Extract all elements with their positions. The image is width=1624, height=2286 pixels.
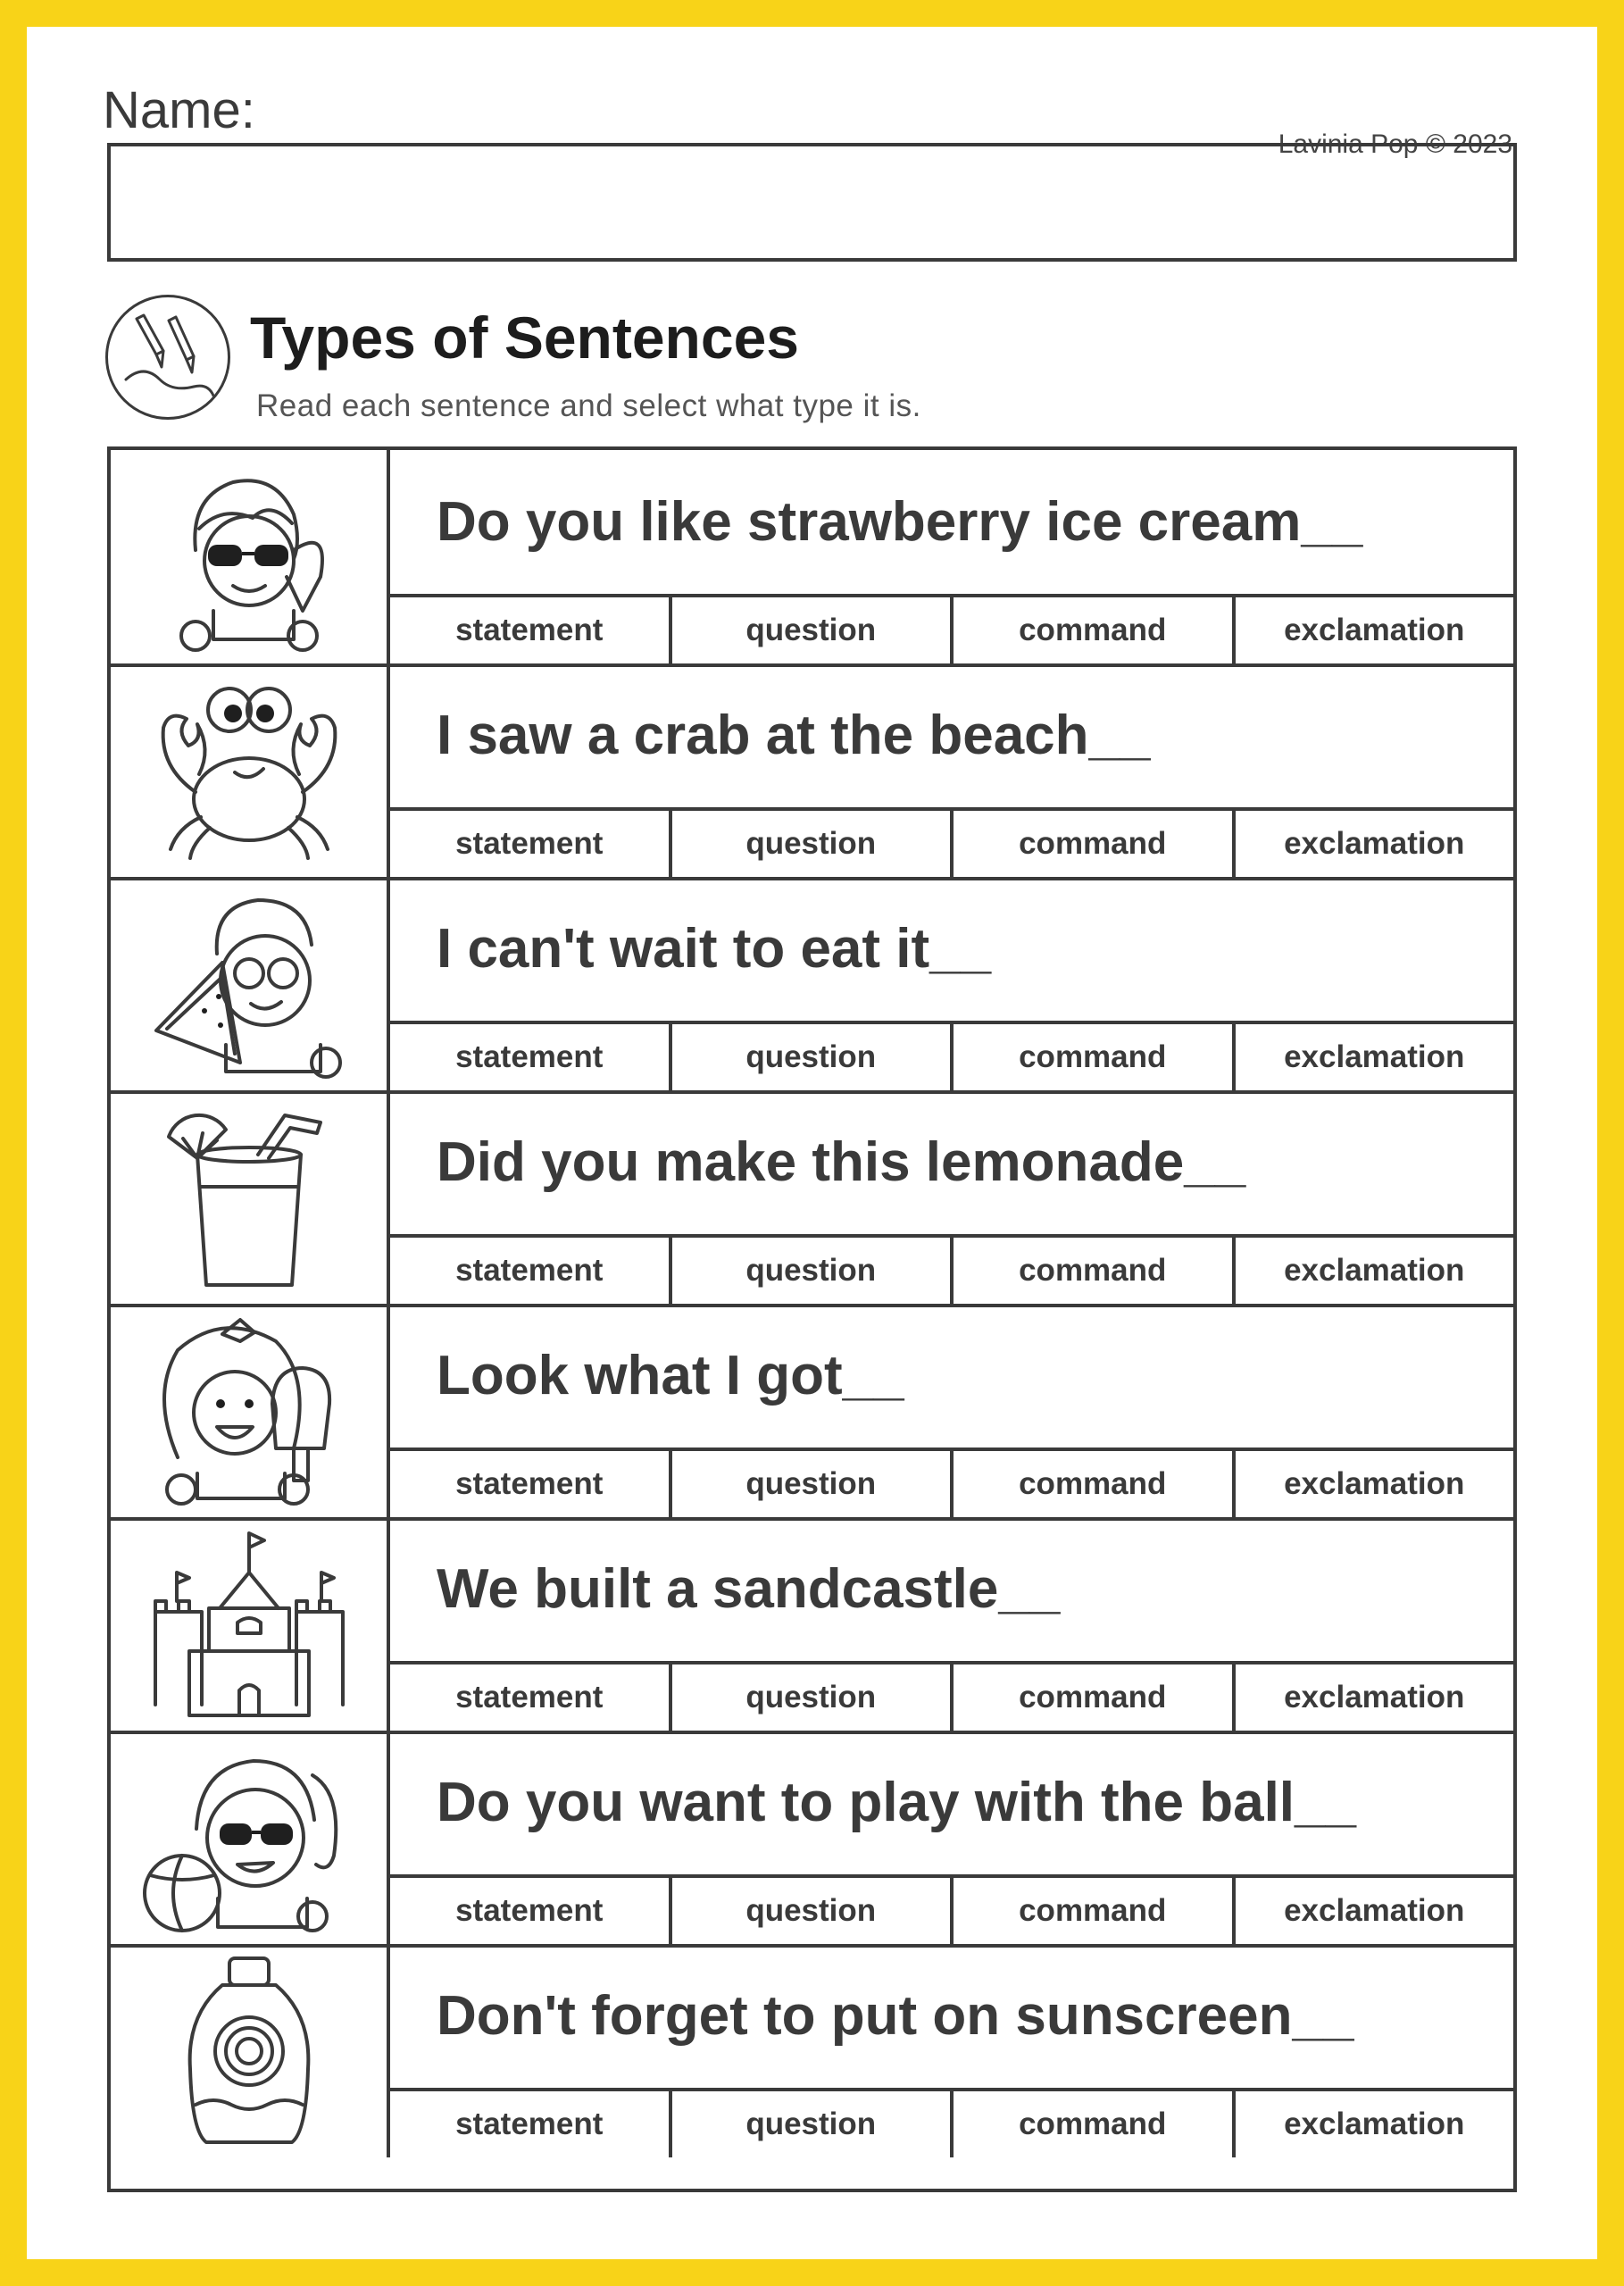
sentence-table — [107, 446, 1517, 2192]
option-question[interactable]: question — [672, 1024, 954, 1090]
answer-options — [390, 1024, 1513, 1090]
option-question[interactable]: question — [672, 1451, 954, 1517]
pencil-crayon-icon — [105, 295, 230, 420]
option-command[interactable]: command — [954, 1238, 1236, 1304]
sentence-row — [111, 1304, 1513, 1521]
option-statement[interactable]: statement — [390, 597, 672, 663]
worksheet-instructions: Read each sentence and select what type it is. — [256, 388, 921, 423]
answer-options — [390, 597, 1513, 663]
option-question[interactable]: question — [672, 2091, 954, 2157]
sandcastle-icon — [111, 1517, 390, 1731]
option-statement[interactable]: statement — [390, 1451, 672, 1517]
option-command[interactable]: command — [954, 1451, 1236, 1517]
sentence-text: I saw a crab at the beach__ — [390, 663, 1513, 811]
option-statement[interactable]: statement — [390, 1664, 672, 1731]
boy-ice-cream-icon — [111, 450, 390, 663]
sentence-text: Did you make this lemonade__ — [390, 1090, 1513, 1238]
name-field[interactable] — [107, 143, 1517, 262]
answer-options — [390, 1878, 1513, 1944]
sentence-row — [111, 1517, 1513, 1734]
name-label: Name: — [103, 81, 255, 139]
option-question[interactable]: question — [672, 1664, 954, 1731]
option-exclamation[interactable]: exclamation — [1284, 2107, 1465, 2141]
answer-options — [390, 1664, 1513, 1731]
sentence-text: Do you want to play with the ball__ — [390, 1731, 1513, 1878]
option-command[interactable]: command — [954, 1024, 1236, 1090]
option-exclamation[interactable]: exclamation — [1284, 826, 1465, 861]
sentence-row — [111, 663, 1513, 880]
option-command[interactable]: command — [954, 2091, 1236, 2157]
option-question[interactable]: question — [672, 1878, 954, 1944]
sentence-text: We built a sandcastle__ — [390, 1517, 1513, 1664]
option-command[interactable]: command — [954, 811, 1236, 877]
option-command[interactable]: command — [954, 597, 1236, 663]
option-statement[interactable]: statement — [390, 1238, 672, 1304]
option-statement[interactable]: statement — [390, 811, 672, 877]
sentence-text: I can't wait to eat it__ — [390, 877, 1513, 1024]
option-statement[interactable]: statement — [390, 1024, 672, 1090]
option-exclamation[interactable]: exclamation — [1284, 1893, 1465, 1928]
girl-beach-ball-icon — [111, 1731, 390, 1944]
crab-icon — [111, 663, 390, 877]
answer-options — [390, 1238, 1513, 1304]
option-question[interactable]: question — [672, 811, 954, 877]
option-question[interactable]: question — [672, 1238, 954, 1304]
option-exclamation[interactable]: exclamation — [1284, 613, 1465, 647]
boy-watermelon-icon — [111, 877, 390, 1090]
option-command[interactable]: command — [954, 1878, 1236, 1944]
sentence-text: Do you like strawberry ice cream__ — [390, 450, 1513, 597]
girl-popsicle-icon — [111, 1304, 390, 1517]
answer-options — [390, 811, 1513, 877]
sentence-row — [111, 1944, 1513, 2157]
sentence-row — [111, 877, 1513, 1094]
option-question[interactable]: question — [672, 597, 954, 663]
answer-options — [390, 1451, 1513, 1517]
copyright-credit: Lavinia Pop © 2023 — [1278, 129, 1512, 159]
lemonade-icon — [111, 1090, 390, 1304]
sentence-text: Look what I got__ — [390, 1304, 1513, 1451]
option-exclamation[interactable]: exclamation — [1284, 1253, 1465, 1288]
option-exclamation[interactable]: exclamation — [1284, 1466, 1465, 1501]
sentence-row — [111, 1731, 1513, 1948]
option-exclamation[interactable]: exclamation — [1284, 1039, 1465, 1074]
option-statement[interactable]: statement — [390, 1878, 672, 1944]
sunscreen-icon — [111, 1944, 390, 2157]
option-statement[interactable]: statement — [390, 2091, 672, 2157]
option-exclamation[interactable]: exclamation — [1284, 1680, 1465, 1714]
answer-options — [390, 2091, 1513, 2157]
option-command[interactable]: command — [954, 1664, 1236, 1731]
sentence-text: Don't forget to put on sunscreen__ — [390, 1944, 1513, 2091]
sentence-row — [111, 450, 1513, 667]
sentence-row — [111, 1090, 1513, 1307]
worksheet-title: Types of Sentences — [250, 305, 799, 371]
